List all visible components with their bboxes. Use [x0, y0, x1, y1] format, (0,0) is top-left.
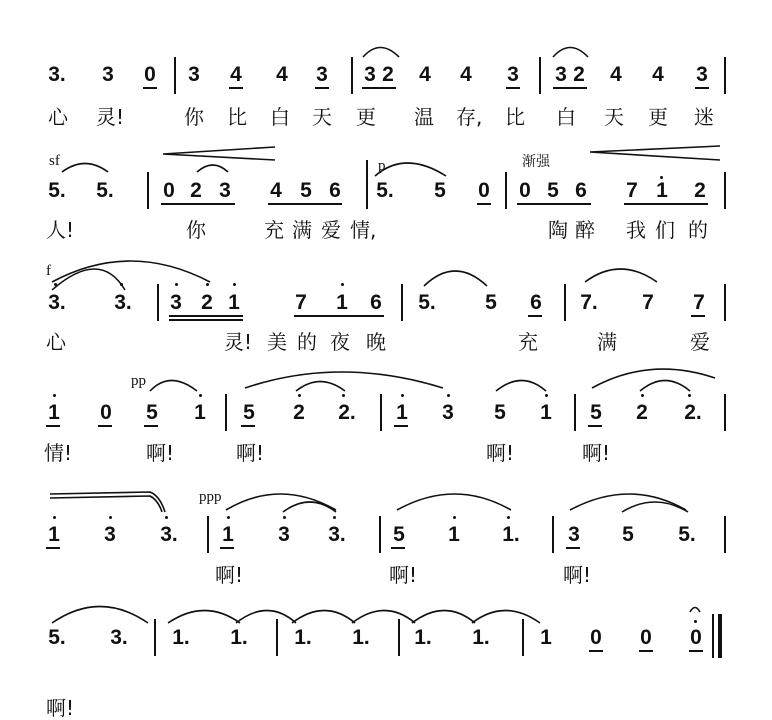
- note: 2: [573, 63, 585, 86]
- octave-dot: [120, 283, 123, 286]
- note: 0: [100, 401, 112, 424]
- underline: [506, 87, 520, 89]
- dynamic-ppp: ppp: [199, 489, 222, 505]
- underline: [161, 203, 235, 205]
- lyric: 夜: [330, 330, 350, 354]
- note: 1.: [502, 523, 520, 546]
- note: 1: [48, 523, 60, 546]
- barline: [724, 394, 726, 431]
- dynamic-p: p: [378, 158, 386, 174]
- underline: [169, 315, 243, 317]
- underline: [315, 87, 329, 89]
- lyric: 充: [264, 218, 284, 242]
- octave-dot: [109, 516, 112, 519]
- note: 3: [188, 63, 200, 86]
- barline: [564, 284, 566, 321]
- note: 2.: [338, 401, 356, 424]
- note: 3: [104, 523, 116, 546]
- octave-dot: [53, 516, 56, 519]
- note: 3.: [48, 63, 66, 86]
- note: 3: [696, 63, 708, 86]
- note: 5.: [418, 291, 436, 314]
- barline: [552, 516, 554, 553]
- lyric: 比: [227, 105, 247, 129]
- note: 5: [146, 401, 158, 424]
- octave-dot: [545, 394, 548, 397]
- note: 7: [295, 291, 307, 314]
- octave-dot: [206, 283, 209, 286]
- lyric: 啊!: [146, 441, 175, 465]
- note: 1.: [172, 626, 190, 649]
- underline: [477, 203, 491, 205]
- lyric: 天: [604, 105, 624, 129]
- note: 1.: [294, 626, 312, 649]
- octave-dot: [341, 283, 344, 286]
- note: 1: [540, 626, 552, 649]
- underline: [553, 87, 587, 89]
- note: 4: [460, 63, 472, 86]
- note: 7: [626, 179, 638, 202]
- lyric: 我: [626, 218, 646, 242]
- underline: [144, 425, 158, 427]
- lyric: 们: [655, 218, 675, 242]
- note: 6: [575, 179, 587, 202]
- lyric: 爱: [321, 218, 341, 242]
- note: 2: [694, 179, 706, 202]
- lyric: 啊!: [563, 563, 592, 587]
- dynamic-crescendo: 渐强: [522, 154, 550, 170]
- note: 7: [693, 291, 705, 314]
- underline: [229, 87, 243, 89]
- note: 0: [640, 626, 652, 649]
- note: 5: [622, 523, 634, 546]
- barline: [522, 619, 524, 656]
- underline: [46, 547, 60, 549]
- note: 1: [540, 401, 552, 424]
- barline: [207, 516, 209, 553]
- lyric: 温: [414, 105, 434, 129]
- lyric: 更: [648, 105, 668, 129]
- lyric: 的: [688, 218, 708, 242]
- octave-dot: [175, 283, 178, 286]
- note: 0: [690, 626, 702, 649]
- barline: [724, 172, 726, 209]
- note: 5.: [96, 179, 114, 202]
- octave-dot: [165, 516, 168, 519]
- barline: [276, 619, 278, 656]
- note: 1: [222, 523, 234, 546]
- octave-dot: [507, 516, 510, 519]
- note: 5.: [48, 626, 66, 649]
- octave-dot: [342, 394, 345, 397]
- lyric: 人!: [46, 218, 75, 242]
- barline: [366, 160, 368, 209]
- lyric: 你: [184, 105, 204, 129]
- note: 1.: [472, 626, 490, 649]
- lyric: 天: [312, 105, 332, 129]
- lyric: 存,: [456, 105, 483, 129]
- lyric: 爱: [690, 330, 710, 354]
- barline: [174, 57, 176, 94]
- note: 5.: [678, 523, 696, 546]
- note: 3: [278, 523, 290, 546]
- underline: [589, 650, 603, 652]
- lyric: 更: [356, 105, 376, 129]
- lyric: 情!: [44, 441, 73, 465]
- note: 0: [519, 179, 531, 202]
- octave-dot: [283, 516, 286, 519]
- note: 2: [190, 179, 202, 202]
- note: 3: [219, 179, 231, 202]
- underline: [566, 547, 580, 549]
- note: 7.: [580, 291, 598, 314]
- octave-dot: [233, 283, 236, 286]
- lyric: 比: [505, 105, 525, 129]
- note: 5: [243, 401, 255, 424]
- note: 5: [590, 401, 602, 424]
- note: 1: [336, 291, 348, 314]
- final-barline-thick: [718, 614, 722, 658]
- lyric: 啊!: [486, 441, 515, 465]
- barline: [401, 284, 403, 321]
- lyric: 满: [597, 330, 617, 354]
- underline: [169, 319, 243, 321]
- underline: [220, 547, 234, 549]
- octave-dot: [199, 394, 202, 397]
- octave-dot: [53, 394, 56, 397]
- note: 0: [163, 179, 175, 202]
- note: 5: [547, 179, 559, 202]
- lyric: 白: [270, 105, 290, 129]
- underline: [517, 203, 591, 205]
- note: 3.: [160, 523, 178, 546]
- note: 1.: [230, 626, 248, 649]
- lyric: 充: [518, 330, 538, 354]
- lyric: 迷: [694, 105, 714, 129]
- note: 0: [478, 179, 490, 202]
- note: 1.: [414, 626, 432, 649]
- lyric: 情,: [350, 218, 377, 242]
- note: 3: [102, 63, 114, 86]
- note: 3: [364, 63, 376, 86]
- lyric: 白: [556, 105, 576, 129]
- lyric: 醉: [575, 218, 595, 242]
- octave-dot: [641, 394, 644, 397]
- barline: [398, 619, 400, 656]
- octave-dot: [298, 394, 301, 397]
- lyric: 灵!: [96, 105, 125, 129]
- barline: [154, 619, 156, 656]
- underline: [689, 650, 703, 652]
- octave-dot: [333, 516, 336, 519]
- note: 4: [652, 63, 664, 86]
- underline: [391, 547, 405, 549]
- barline: [225, 394, 227, 431]
- octave-dot: [54, 283, 57, 286]
- note: 3.: [328, 523, 346, 546]
- octave-dot: [688, 394, 691, 397]
- note: 4: [610, 63, 622, 86]
- dynamic-sf: sf: [49, 153, 60, 169]
- underline: [624, 203, 708, 205]
- note: 3: [442, 401, 454, 424]
- barline: [380, 394, 382, 431]
- note: 3: [316, 63, 328, 86]
- dynamic-f: f: [46, 263, 51, 279]
- lyric: 心: [46, 330, 66, 354]
- barline: [539, 57, 541, 94]
- note: 4: [270, 179, 282, 202]
- note: 1: [656, 179, 668, 202]
- note: 2: [382, 63, 394, 86]
- underline: [695, 87, 709, 89]
- note: 2: [201, 291, 213, 314]
- underline: [268, 203, 342, 205]
- note: 5.: [376, 179, 394, 202]
- underline: [241, 425, 255, 427]
- lyric: 啊!: [389, 563, 418, 587]
- lyric: 啊!: [582, 441, 611, 465]
- barline: [505, 172, 507, 209]
- underline: [143, 87, 157, 89]
- underline: [294, 315, 384, 317]
- note: 3: [555, 63, 567, 86]
- lyric: 灵!: [224, 330, 253, 354]
- note: 3: [568, 523, 580, 546]
- note: 6: [530, 291, 542, 314]
- lyric: 你: [186, 218, 206, 242]
- note: 1: [396, 401, 408, 424]
- underline: [588, 425, 602, 427]
- note: 5: [434, 179, 446, 202]
- underline: [98, 425, 112, 427]
- barline: [724, 516, 726, 553]
- octave-dot: [447, 394, 450, 397]
- note: 5: [485, 291, 497, 314]
- note: 6: [370, 291, 382, 314]
- note: 5: [393, 523, 405, 546]
- underline: [394, 425, 408, 427]
- barline: [724, 57, 726, 94]
- underline: [639, 650, 653, 652]
- note: 1: [194, 401, 206, 424]
- note: 3: [170, 291, 182, 314]
- barline: [351, 57, 353, 94]
- note: 7: [642, 291, 654, 314]
- lyric: 啊!: [236, 441, 265, 465]
- octave-dot: [401, 394, 404, 397]
- note: 5: [300, 179, 312, 202]
- note: 1.: [352, 626, 370, 649]
- note: 1: [228, 291, 240, 314]
- note: 3: [507, 63, 519, 86]
- barline: [157, 284, 159, 321]
- underline: [528, 315, 542, 317]
- underline: [691, 315, 705, 317]
- lyric: 晚: [366, 330, 386, 354]
- octave-dot: [453, 516, 456, 519]
- note: 2: [636, 401, 648, 424]
- note: 4: [276, 63, 288, 86]
- octave-dot: [660, 176, 663, 179]
- barline: [574, 394, 576, 431]
- note: 0: [144, 63, 156, 86]
- lyric: 啊!: [215, 563, 244, 587]
- note: 2.: [684, 401, 702, 424]
- barline: [724, 284, 726, 321]
- lyric: 的: [297, 330, 317, 354]
- barline: [147, 172, 149, 209]
- note: 1: [448, 523, 460, 546]
- dynamic-pp: pp: [131, 373, 146, 389]
- note: 1: [48, 401, 60, 424]
- note: 5.: [48, 179, 66, 202]
- note: 5: [494, 401, 506, 424]
- note: 3.: [48, 291, 66, 314]
- note: 3.: [110, 626, 128, 649]
- note: 2: [293, 401, 305, 424]
- lyric: 啊!: [46, 696, 75, 720]
- lyric: 满: [292, 218, 312, 242]
- note: 4: [419, 63, 431, 86]
- underline: [362, 87, 396, 89]
- note: 6: [329, 179, 341, 202]
- fermata-dot: [694, 620, 697, 623]
- lyric: 陶: [548, 218, 568, 242]
- lyric: 美: [267, 330, 287, 354]
- note: 0: [590, 626, 602, 649]
- underline: [46, 425, 60, 427]
- lyric: 心: [48, 105, 68, 129]
- barline: [379, 516, 381, 553]
- note: 4: [230, 63, 242, 86]
- octave-dot: [227, 516, 230, 519]
- final-barline-thin: [712, 614, 714, 658]
- note: 3.: [114, 291, 132, 314]
